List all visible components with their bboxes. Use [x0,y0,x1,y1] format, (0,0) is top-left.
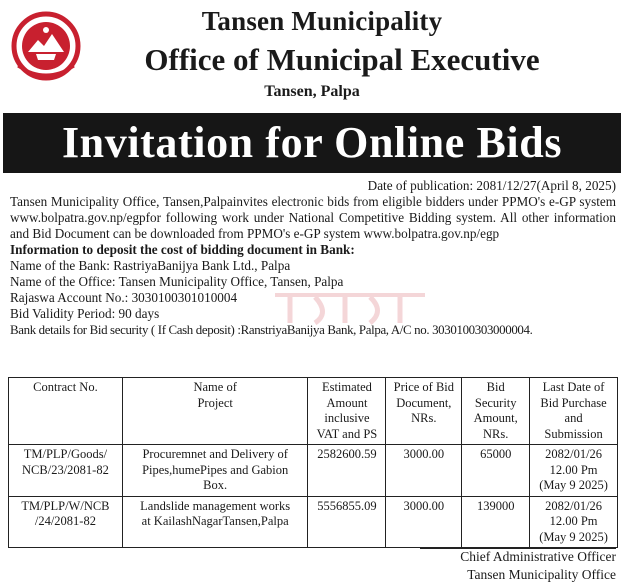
col-project-name: Name of Project [122,378,308,445]
office-location: Tansen, Palpa [264,83,360,100]
bid-security-amount: 65000 [462,445,530,497]
revenue-account-number: Rajaswa Account No.: 3030100301010004 [10,290,238,305]
last-date: 2082/01/26 12.00 Pm (May 9 2025) [530,496,618,548]
office-account-name: Name of the Office: Tansen Municipality Office, Tansen, Palpa [10,274,344,289]
project-name: Procuremnet and Delivery of Pipes,humePipes and Gabion Box. [122,445,308,497]
col-bid-document-price: Price of Bid Document, NRs. [386,378,462,445]
publication-date: Date of publication: 2081/12/27(April 8, 2025) [367,178,616,193]
col-bid-security: Bid Security Amount, NRs. [462,378,530,445]
bid-security-amount: 139000 [462,496,530,548]
estimated-amount: 2582600.59 [308,445,386,497]
project-name: Landslide management works at KailashNagarTansen,Palpa [122,496,308,548]
notice-title-banner: Invitation for Online Bids [3,113,621,173]
estimated-amount: 5556855.09 [308,496,386,548]
contract-no: TM/PLP/W/NCB /24/2081-82 [9,496,123,548]
letterhead [0,0,624,108]
table-row [9,496,618,548]
notice-body [10,178,616,338]
bid-document-price: 3000.00 [386,445,462,497]
table-row [9,445,618,497]
deposit-heading: Information to deposit the cost of bidding document in Bank: [10,242,355,257]
bid-table [8,377,618,548]
office-name: Office of Municipal Executive [144,42,540,77]
invitation-paragraph: Tansen Municipality Office, Tansen,Palpainvites electronic bids from eligible bidders under PPMO's e-GP system www.bolpatra.gov.np/egpfor following work under National Competitive Bidding system. All other information and Bid Document can be downloaded from PPMO's e-GP system www.bolpatra.gov.np/egp [10,194,616,241]
bid-security-details: Bank details for Bid security ( If Cash deposit) :RanstriyaBanijya Bank, Palpa, A/C no. 3030100303000004. [10,323,533,337]
municipality-name: Tansen Municipality [201,6,443,36]
col-estimated-amount: Estimated Amount inclusive VAT and PS [308,378,386,445]
bid-document-price: 3000.00 [386,496,462,548]
signatory-title: Chief Administrative Officer [460,549,616,564]
bank-name: Name of the Bank: RastriyaBanijya Bank Ltd., Palpa [10,258,291,273]
col-contract-no: Contract No. [9,378,123,445]
col-last-date: Last Date of Bid Purchase and Submission [530,378,618,445]
table-header-row [9,378,618,445]
last-date: 2082/01/26 12.00 Pm (May 9 2025) [530,445,618,497]
contract-no: TM/PLP/Goods/ NCB/23/2081-82 [9,445,123,497]
signatory-office: Tansen Municipality Office [467,567,616,582]
bid-validity: Bid Validity Period: 90 days [10,306,160,321]
